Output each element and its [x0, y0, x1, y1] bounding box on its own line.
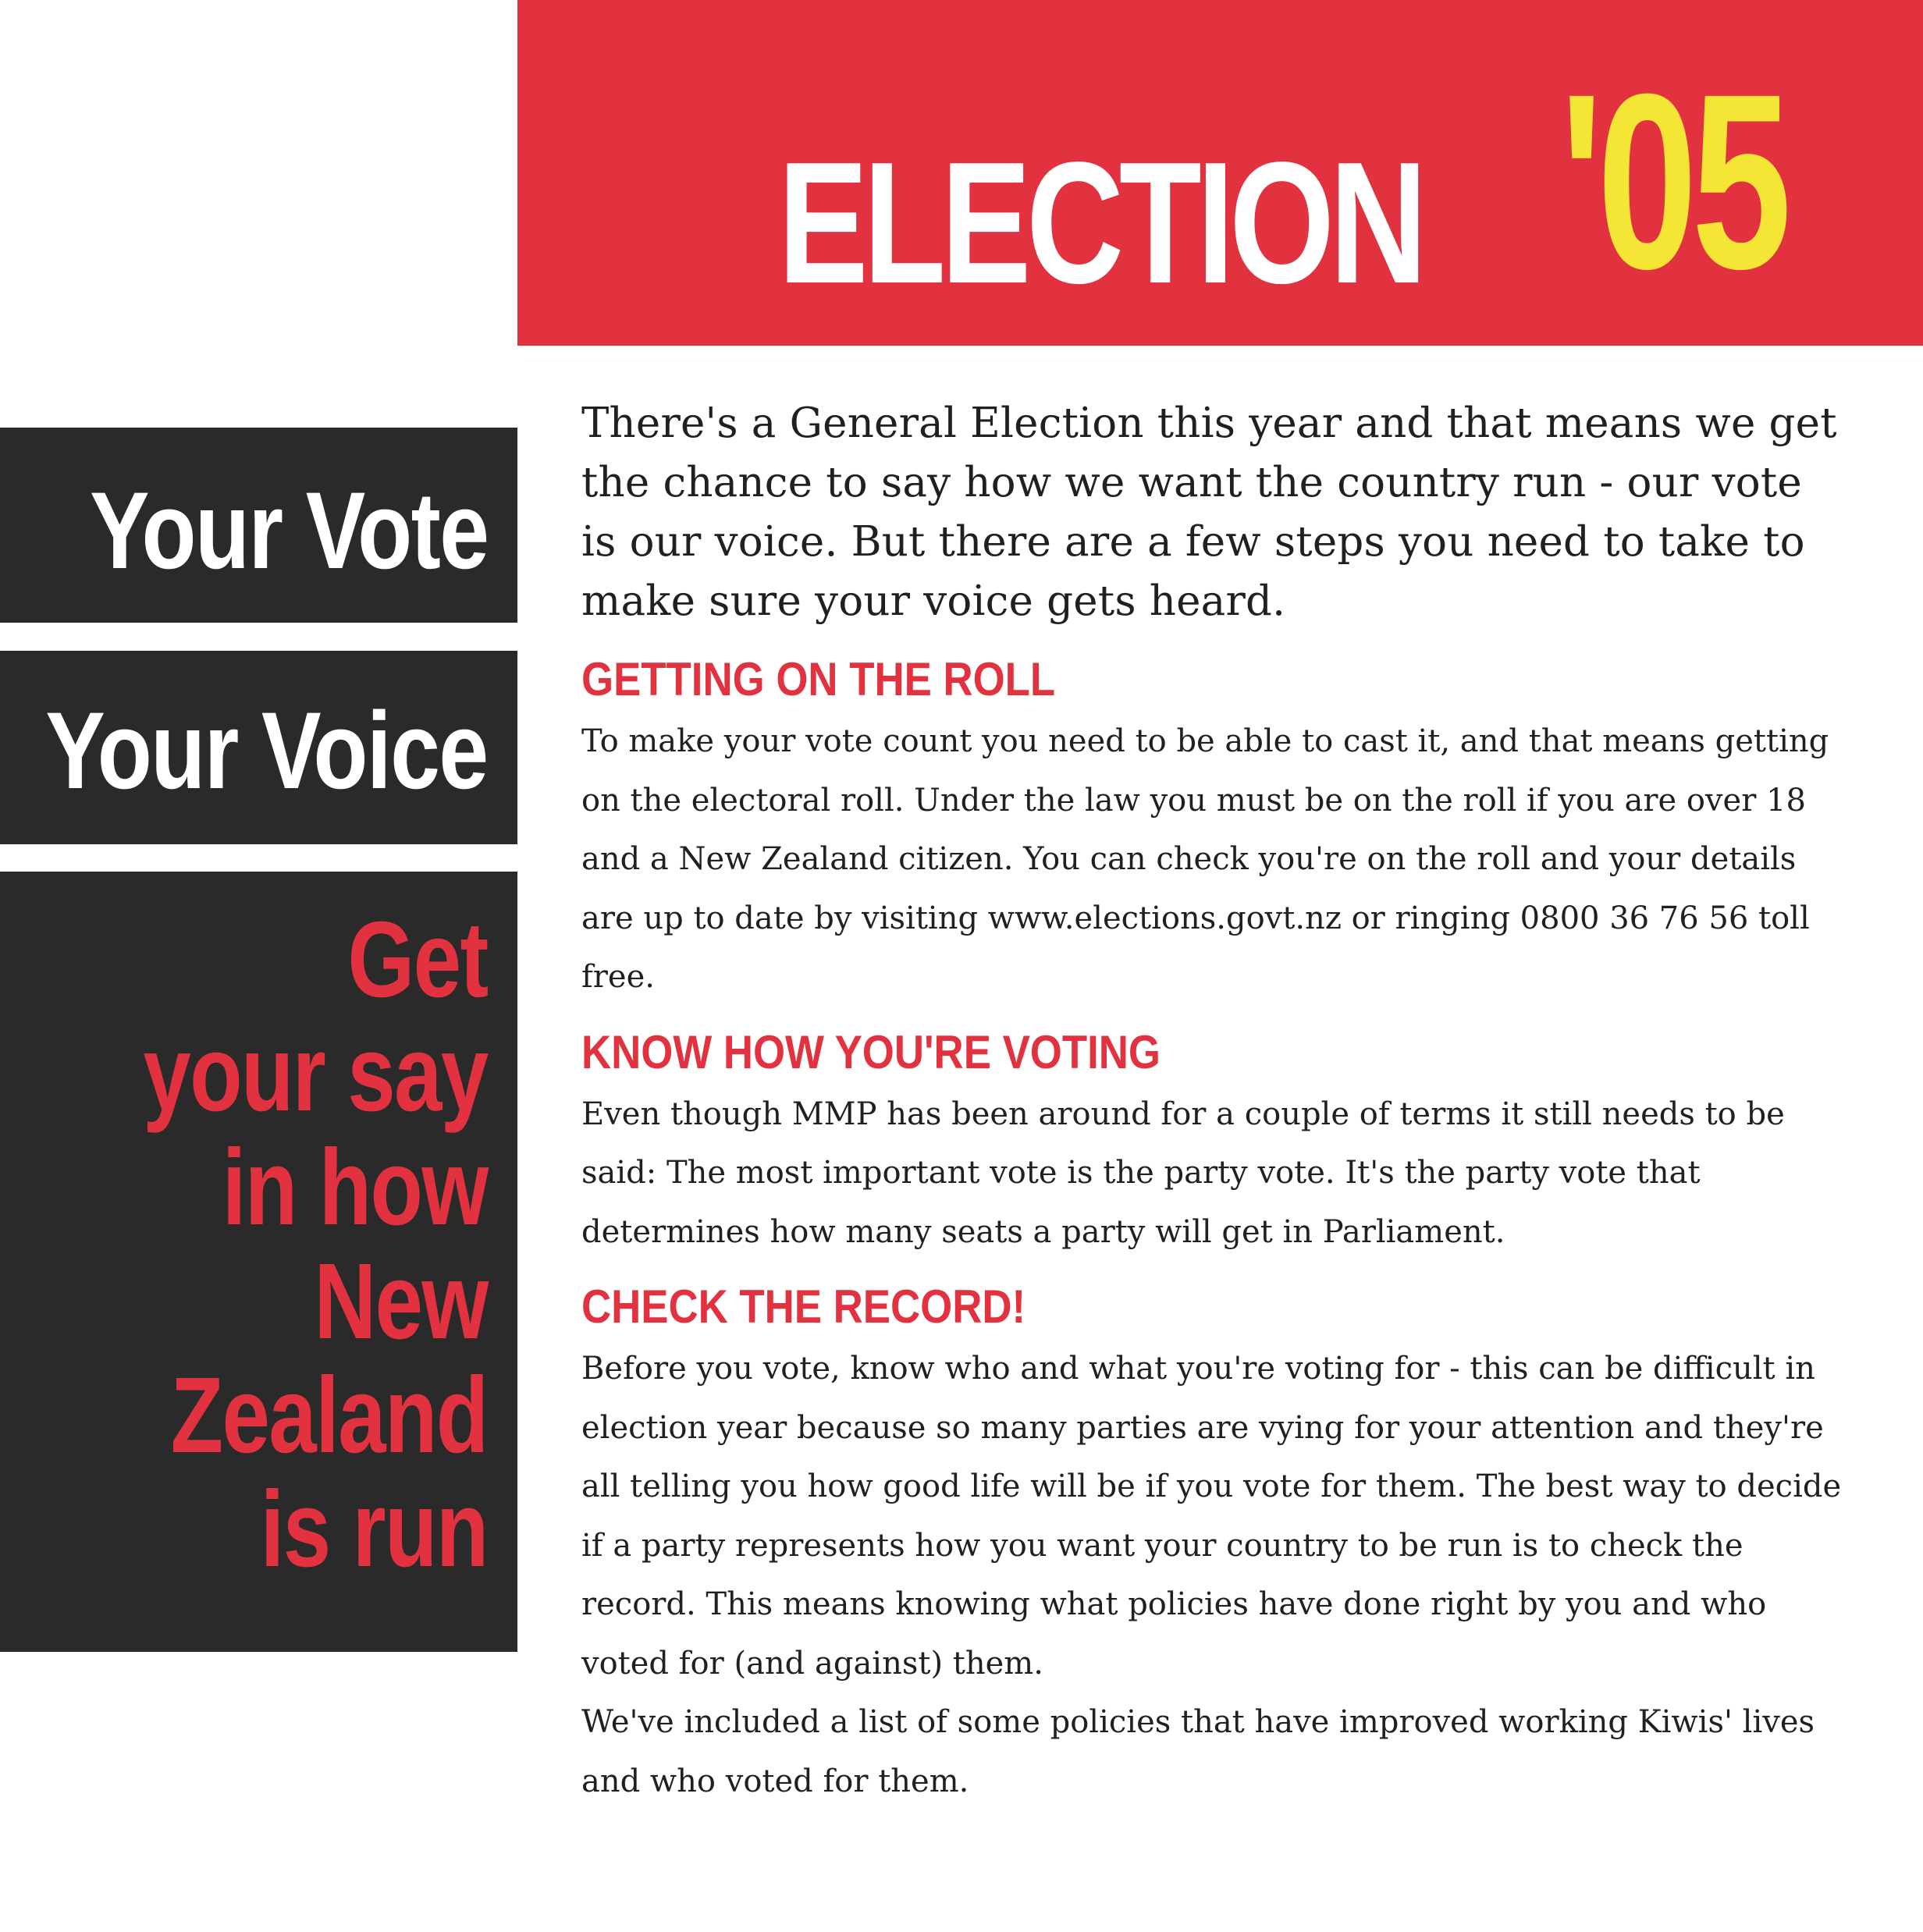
tagline — [57, 900, 488, 1589]
tagline-line: New — [314, 1241, 488, 1362]
banner-title: ELECTION — [778, 126, 1423, 320]
tagline-line: your say — [143, 1014, 488, 1134]
tagline-line: Zealand — [171, 1355, 488, 1476]
section-heading-voting: KNOW HOW YOU'RE VOTING — [581, 1025, 1161, 1078]
banner-year: '05 — [1560, 41, 1786, 321]
section-body-voting: Even though MMP has been around for a couple of terms it still needs to be said: The most important vote is the party vote. It's the party vote that determines how many seats a party will get in Parliament. — [581, 1096, 1785, 1250]
intro-paragraph: There's a General Election this year and that means we get the chance to say how we want the country run - our vote is our voice. But there are a few steps you need to take to make sure your voice gets heard. — [581, 400, 1837, 625]
section-heading-roll: GETTING ON THE ROLL — [581, 653, 1056, 705]
tagline-line: in how — [222, 1128, 488, 1248]
main-content — [581, 394, 1850, 1811]
get-your-say-block — [0, 872, 517, 1652]
section-body-record-list: We've included a list of some policies that have improved working Kiwis' lives and who voted for them. — [581, 1704, 1815, 1799]
tagline-line: is run — [261, 1469, 488, 1589]
tagline-line: Get — [347, 900, 488, 1020]
section-body-roll: To make your vote count you need to be able to cast it, and that means getting on the electoral roll. Under the law you must be on the roll if you are over 18 and a New Zealand citizen. You can check you're on the roll and your details are up to date by visiting www.elections.govt.nz or ringing 0800 36 76 56 toll free. — [581, 723, 1829, 995]
section-heading-record: CHECK THE RECORD! — [581, 1280, 1026, 1333]
section-body-record: Before you vote, know who and what you're voting for - this can be difficult in election year because so many parties are vying for your attention and they're all telling you how good life will be if you vote for them. The best way to decide if a party represents how you want your country to be run is to check the record. This means knowing what policies have done right by you and who voted for (and against) them. — [581, 1351, 1842, 1682]
header-banner — [517, 0, 1923, 346]
your-vote-label: Your Vote — [89, 469, 488, 591]
your-voice-label: Your Voice — [45, 689, 488, 812]
your-voice-block — [0, 651, 517, 844]
your-vote-block — [0, 428, 517, 623]
